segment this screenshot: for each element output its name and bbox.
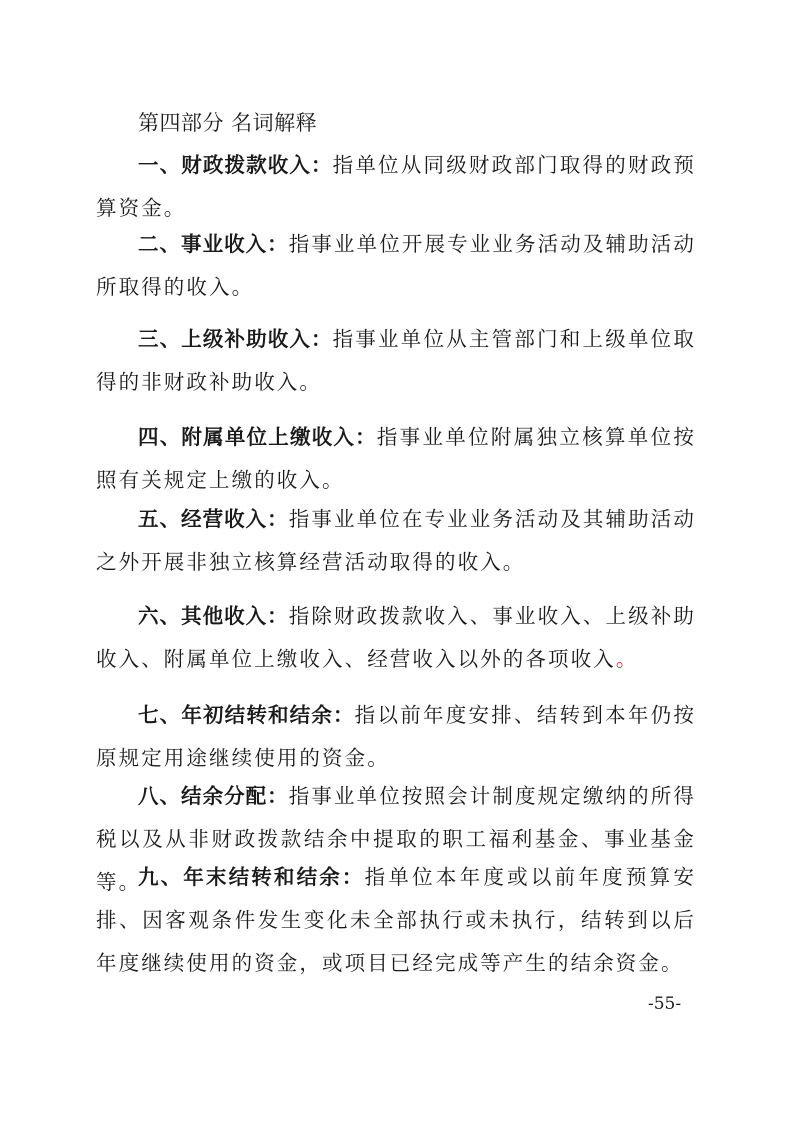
term-9-name: 九、年末结转和结余： (138, 865, 365, 889)
section-title: 第四部分 名词解释 (138, 111, 318, 135)
term-1-name: 一、财政拨款收入： (138, 153, 333, 177)
term-3 (96, 318, 696, 404)
term-5-name: 五、经营收入： (138, 507, 289, 531)
term-1-desc: 指单位从同级财政部门取得的财政预算资金。 (96, 153, 696, 220)
term-6-name: 六、其他收入： (138, 604, 289, 628)
term-8-name: 八、结余分配： (138, 784, 289, 808)
term-7-desc: 指以前年度安排、结转到本年仍按原规定用途继续使用的资金。 (96, 703, 697, 770)
term-6 (96, 595, 696, 681)
term-6-end-mark: 。 (615, 647, 639, 671)
term-2-desc: 指事业单位开展专业业务活动及辅助活动所取得的收入。 (96, 232, 696, 299)
term-3-name: 三、上级补助收入： (138, 327, 333, 351)
term-3-desc: 指事业单位从主管部门和上级单位取得的非财政补助收入。 (96, 327, 696, 394)
term-4-name: 四、附属单位上缴收入： (138, 425, 377, 449)
term-7 (96, 694, 696, 780)
term-6-desc: 指除财政拨款收入、事业收入、上级补助收入、附属单位上缴收入、经营收入以外的各项收入 (96, 604, 696, 671)
term-1 (96, 144, 696, 230)
term-2-name: 二、事业收入： (138, 232, 289, 256)
term-4 (96, 416, 696, 502)
term-2 (96, 223, 696, 309)
page-number: -55- (648, 994, 682, 1014)
term-5 (96, 498, 696, 584)
term-7-name: 七、年初结转和结余： (138, 703, 355, 727)
term-4-desc: 指事业单位附属独立核算单位按照有关规定上缴的收入。 (96, 425, 697, 492)
term-8-desc: 指事业单位按照会计制度规定缴纳的所得税以及从非财政拨款结余中提取的职工福利基金、事业基金等。 (96, 784, 696, 894)
term-9 (96, 856, 696, 985)
term-5-desc: 指事业单位在专业业务活动及其辅助活动之外开展非独立核算经营活动取得的收入。 (96, 507, 696, 574)
term-9-desc: 指单位本年度或以前年度预算安排、因客观条件发生变化未全部执行或未执行，结转到以后年度继续使用的资金，或项目已经完成等产生的结余资金。 (96, 865, 696, 975)
